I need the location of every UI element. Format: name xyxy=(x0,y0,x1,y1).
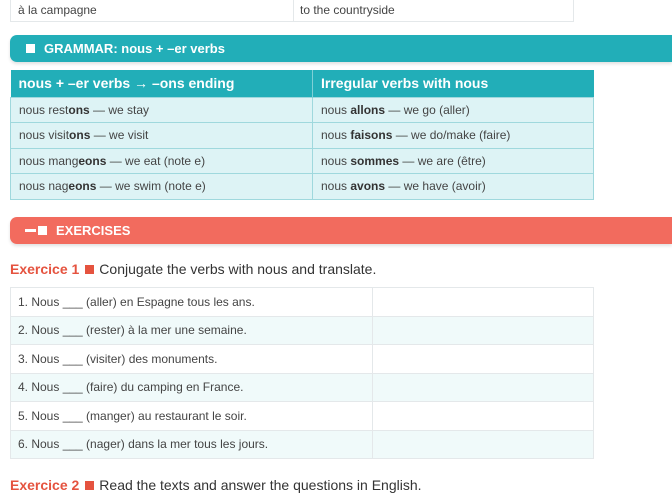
grammar-cell-regular: nous restons — we stay xyxy=(11,97,313,123)
grammar-col1-header: nous + –er verbs → –ons ending xyxy=(11,70,313,97)
answer-cell[interactable] xyxy=(373,288,594,317)
exercise-question: 5. Nous ___ (manger) au restaurant le soir. xyxy=(11,402,373,431)
grammar-row xyxy=(11,174,594,200)
answer-cell[interactable] xyxy=(373,373,594,402)
exercise-question: 6. Nous ___ (nager) dans la mer tous les jours. xyxy=(11,430,373,459)
vocab-french: à la campagne xyxy=(11,0,294,21)
grammar-row xyxy=(11,123,594,149)
exercise-row xyxy=(11,402,594,431)
grammar-row xyxy=(11,148,594,174)
vocab-english: to the countryside xyxy=(300,3,395,17)
square-bullet-icon xyxy=(85,265,94,274)
grammar-title: GRAMMAR: nous + –er verbs xyxy=(44,41,225,56)
exercise-row xyxy=(11,288,594,317)
grammar-col2-header: Irregular verbs with nous xyxy=(313,70,594,97)
grammar-table xyxy=(10,70,594,200)
grammar-cell-irregular: nous faisons — we do/make (faire) xyxy=(313,123,594,149)
grammar-cell-regular: nous visitons — we visit xyxy=(11,123,313,149)
grammar-cell-irregular: nous avons — we have (avoir) xyxy=(313,174,594,200)
exercise-2-number: Exercice 2 xyxy=(10,477,80,493)
grammar-section-bar xyxy=(10,35,672,62)
exercise-1-heading xyxy=(10,261,376,277)
exercise-question: 2. Nous ___ (rester) à la mer une semaine. xyxy=(11,316,373,345)
exercise-question: 1. Nous ___ (aller) en Espagne tous les ans. xyxy=(11,288,373,317)
exercise-1-table xyxy=(10,287,594,459)
vocab-row xyxy=(10,0,574,22)
exercise-question: 4. Nous ___ (faire) du camping en France. xyxy=(11,373,373,402)
exercise-question: 3. Nous ___ (visiter) des monuments. xyxy=(11,345,373,374)
grammar-cell-regular: nous mangeons — we eat (note e) xyxy=(11,148,313,174)
exercises-section-bar xyxy=(10,217,672,244)
exercise-1-number: Exercice 1 xyxy=(10,261,80,277)
answer-cell[interactable] xyxy=(373,402,594,431)
grammar-cell-regular: nous nageons — we swim (note e) xyxy=(11,174,313,200)
grammar-row xyxy=(11,97,594,123)
exercise-row xyxy=(11,345,594,374)
square-bullet-icon xyxy=(26,44,35,53)
exercise-row xyxy=(11,373,594,402)
square-bullet-icon xyxy=(38,226,47,235)
square-bullet-icon xyxy=(85,481,94,490)
answer-cell[interactable] xyxy=(373,345,594,374)
answer-cell[interactable] xyxy=(373,430,594,459)
exercise-row xyxy=(11,316,594,345)
answer-cell[interactable] xyxy=(373,316,594,345)
exercises-title: EXERCISES xyxy=(56,223,131,238)
exercise-1-instruction: Conjugate the verbs with nous and translate. xyxy=(99,261,377,277)
exercise-2-instruction: Read the texts and answer the questions in English. xyxy=(99,477,422,493)
exercise-2-heading xyxy=(10,477,422,493)
grammar-cell-irregular: nous allons — we go (aller) xyxy=(313,97,594,123)
grammar-cell-irregular: nous sommes — we are (être) xyxy=(313,148,594,174)
exercise-row xyxy=(11,430,594,459)
dash-icon xyxy=(25,229,36,232)
